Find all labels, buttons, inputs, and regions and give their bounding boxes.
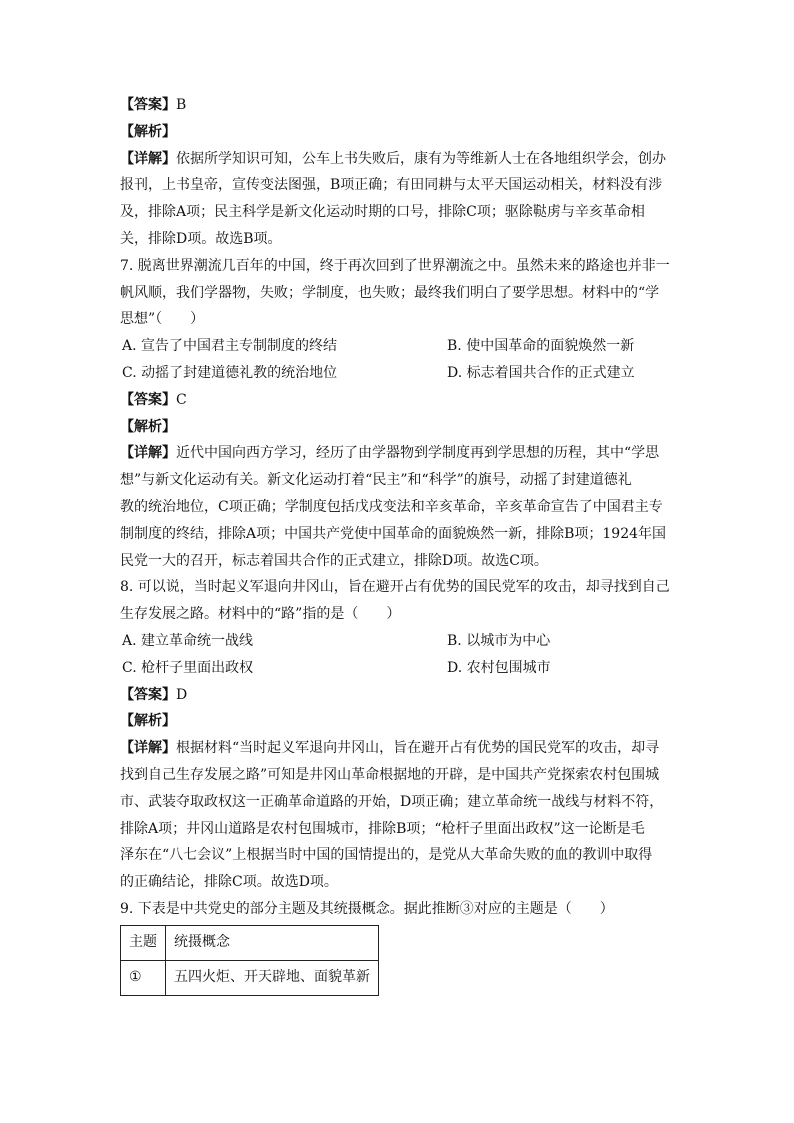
q7-detail-line-4: 制制度的终结，排除A项；中国共产党使中国革命的面貌焕然一新，排除B项；1924年国 — [120, 525, 667, 542]
detail-tag: 【详解】 — [120, 740, 176, 757]
q7-options-row-1 — [120, 333, 680, 360]
answer-tag: 【答案】 — [120, 97, 176, 113]
q7-answer: C — [176, 391, 187, 408]
table-header-cell: 主题 — [121, 925, 166, 960]
q9-stem: 9. 下表是中共党史的部分主题及其统摄概念。据此推断③对应的主题是（ ） — [120, 900, 614, 917]
q6-answer-line — [120, 92, 680, 119]
q7-option-b: B. 使中国革命的面貌焕然一新 — [447, 338, 635, 355]
analysis-tag: 【解析】 — [120, 418, 176, 435]
q7-detail-line-1 — [120, 440, 680, 467]
detail-tag: 【详解】 — [120, 150, 176, 167]
q8-option-d: D. 农村包围城市 — [447, 659, 551, 676]
table-cell: ① — [121, 960, 166, 995]
analysis-tag: 【解析】 — [120, 123, 176, 140]
q8-analysis-line — [120, 708, 680, 735]
q6-detail-line-2: 报刊，上书皇帝，宣传变法图强，B项正确；有田同耕与太平天国运动相关，材料没有涉 — [120, 177, 663, 194]
q8-detail-line-5: 泽东在“八七会议”上根据当时中国的国情提出的，是党从大革命失败的血的教训中取得 — [120, 847, 653, 864]
answer-tag: 【答案】 — [120, 391, 176, 408]
q7-detail-line-2: 想”与新文化运动有关。新文化运动打着“民主”和“科学”的旗号，动摇了封建道德礼 — [120, 472, 632, 489]
q7-options-row-2 — [120, 360, 680, 387]
q7-answer-line — [120, 387, 680, 414]
q9-concept-table — [120, 925, 379, 996]
q6-detail-line-3: 及，排除A项；民主科学是新文化运动时期的口号，排除C项；驱除鞑虏与辛亥革命相 — [120, 204, 645, 221]
q7-stem-line-3: 思想”（ ） — [120, 311, 205, 328]
q8-detail-line-2: 找到自己生存发展之路”可知是井冈山革命根据地的开辟，是中国共产党探索农村包围城 — [120, 766, 660, 783]
q8-answer: D — [176, 686, 188, 703]
q7-option-a: A. 宣告了中国君主专制制度的终结 — [122, 338, 338, 355]
table-cell: 五四火炬、开天辟地、面貌革新 — [166, 960, 379, 995]
detail-tag: 【详解】 — [120, 445, 176, 462]
q6-detail-line-4: 关，排除D项。故选B项。 — [120, 230, 282, 247]
table-row — [121, 960, 379, 995]
q8-answer-line — [120, 682, 680, 709]
q7-option-d: D. 标志着国共合作的正式建立 — [447, 364, 635, 381]
q8-detail-line-4: 排除A项；井冈山道路是农村包围城市，排除B项；“枪杆子里面出政权”这一论断是毛 — [120, 820, 645, 837]
q7-option-c: C. 动摇了封建道德礼教的统治地位 — [122, 364, 338, 381]
q7-analysis-line — [120, 414, 680, 441]
answer-tag: 【答案】 — [120, 686, 176, 703]
q6-analysis-line — [120, 119, 680, 146]
table-header-cell: 统摄概念 — [166, 925, 379, 960]
q6-detail-line-1 — [120, 146, 680, 173]
q8-options-row-2 — [120, 655, 680, 682]
analysis-tag: 【解析】 — [120, 713, 176, 730]
q7-detail-text: 近代中国向西方学习，经历了由学器物到学制度再到学思想的历程，其中“学思 — [176, 445, 660, 462]
q8-options-row-1 — [120, 628, 680, 655]
q8-detail-line-3: 市、武装夺取政权这一正确革命道路的开始，D项正确；建立革命统一战线与材料不符， — [120, 793, 664, 810]
q7-stem-line-1: 7. 脱离世界潮流几百年的中国，终于再次回到了世界潮流之中。虽然未来的路途也并非一 — [120, 257, 670, 274]
q8-stem-line-2: 生存发展之路。材料中的“路”指的是（ ） — [120, 606, 401, 623]
document-page — [120, 92, 680, 996]
q6-answer: B — [176, 97, 187, 113]
q6-detail-text: 依据所学知识可知，公车上书失败后，康有为等维新人士在各地组织学会，创办 — [176, 150, 666, 167]
q8-detail-line-1 — [120, 735, 680, 762]
q7-stem-line-2: 帆风顺，我们学器物，失败；学制度，也失败；最终我们明白了要学思想。材料中的“学 — [120, 284, 660, 301]
table-header-row — [121, 925, 379, 960]
q7-detail-line-5: 民党一大的召开，标志着国共合作的正式建立，排除D项。故选C项。 — [120, 552, 548, 569]
q7-detail-line-3: 教的统治地位，C项正确；学制度包括戊戌变法和辛亥革命，辛亥革命宣告了中国君主专 — [120, 498, 663, 515]
q8-stem-line-1: 8. 可以说，当时起义军退向井冈山，旨在避开占有优势的国民党军的攻击，却寻找到自己 — [120, 579, 670, 596]
q8-option-b: B. 以城市为中心 — [447, 632, 551, 649]
q8-option-a: A. 建立革命统一战线 — [122, 632, 254, 649]
q8-detail-text: 根据材料“当时起义军退向井冈山，旨在避开占有优势的国民党军的攻击，却寻 — [176, 740, 660, 757]
q8-detail-line-6: 的正确结论，排除C项。故选D项。 — [120, 874, 338, 891]
q8-option-c: C. 枪杆子里面出政权 — [122, 659, 254, 676]
